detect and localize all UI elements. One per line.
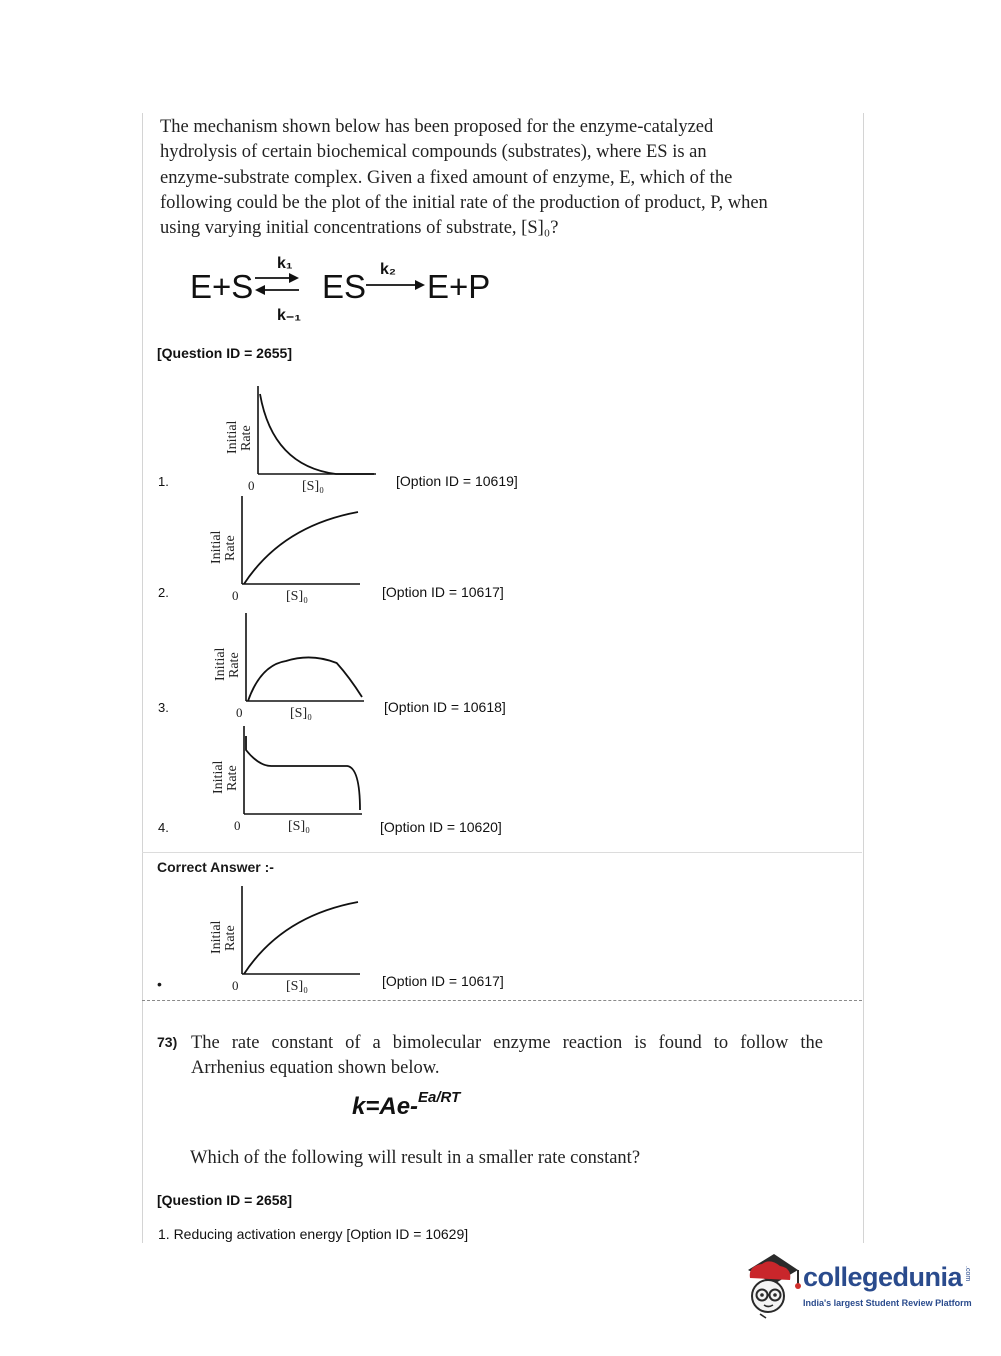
y-axis-label: [225, 420, 254, 454]
question-73-line: The rate constant of a bimolecular enzyme reaction is found to follow the: [191, 1033, 823, 1053]
origin-label: 0: [248, 478, 255, 493]
origin-label: 0: [232, 978, 239, 993]
rate-curve: [260, 394, 374, 474]
mech-k1-label: k₁: [277, 255, 293, 272]
y-label-rate: Rate: [225, 765, 240, 791]
option-id: [Option ID = 10619]: [396, 473, 518, 489]
option-graph[interactable]: [200, 496, 390, 611]
option-graph[interactable]: [222, 386, 412, 501]
question-id: [Question ID = 2655]: [157, 345, 292, 361]
question-73-id: [Question ID = 2658]: [157, 1192, 292, 1208]
option-id: [Option ID = 10620]: [380, 819, 502, 835]
y-label-rate: Rate: [227, 652, 242, 678]
y-label-initial: Initial: [225, 420, 240, 454]
dashed-divider: [142, 1000, 862, 1001]
equation-exponent: Ea/RT: [418, 1089, 461, 1106]
logo-tagline: India's largest Student Review Platform: [803, 1298, 972, 1308]
y-axis-label: [211, 760, 240, 794]
x-axis-label: [S]₀: [290, 706, 312, 721]
option-graph[interactable]: [202, 726, 392, 841]
rate-curve: [244, 512, 358, 584]
y-axis-label: [209, 530, 238, 564]
question-73-ask: Which of the following will result in a smaller rate constant?: [190, 1148, 641, 1168]
y-axis-label: [209, 920, 238, 954]
rate-curve: [246, 736, 360, 810]
question-line: The mechanism shown below has been proposed for the enzyme-catalyzed: [160, 117, 714, 137]
y-label-initial: Initial: [211, 760, 226, 794]
mech-kminus1-label: k₋₁: [277, 307, 301, 324]
question-line: using varying initial concentrations of substrate, [S]₀?: [160, 218, 559, 239]
rate-curve: [248, 657, 362, 701]
question-73-text: [191, 1031, 823, 1081]
mech-reactants: E+S: [190, 268, 254, 305]
mech-complex: ES: [322, 268, 367, 305]
origin-label: 0: [232, 588, 239, 603]
option-id: [Option ID = 10617]: [382, 584, 504, 600]
option-number: 3.: [158, 700, 169, 715]
question-number: 73): [157, 1034, 178, 1050]
origin-label: 0: [234, 818, 241, 833]
option-number: 1.: [158, 474, 169, 489]
question-73-line: Arrhenius equation shown below.: [191, 1058, 440, 1078]
y-label-initial: Initial: [209, 530, 224, 564]
y-label-initial: Initial: [213, 647, 228, 681]
divider: [142, 852, 862, 853]
x-axis-label: [S]₀: [286, 589, 308, 604]
y-label-rate: Rate: [239, 425, 254, 451]
question-line: enzyme-substrate complex. Given a fixed amount of enzyme, E, which of the: [160, 167, 733, 188]
forward-arrowhead: [289, 273, 299, 283]
reaction-mechanism: [185, 250, 515, 330]
correct-answer-graph: [200, 886, 390, 1001]
product-arrowhead: [415, 280, 425, 290]
origin-label: 0: [236, 705, 243, 720]
question-line: following could be the plot of the initial rate of the production of product, P, when: [160, 192, 768, 213]
question-73-option-1[interactable]: 1. Reducing activation energy [Option ID = 10629]: [158, 1226, 469, 1242]
option-number: 4.: [158, 820, 169, 835]
mech-products: E+P: [427, 268, 491, 305]
y-label-rate: Rate: [223, 535, 238, 561]
x-axis-label: [S]₀: [286, 979, 308, 994]
logo-suffix: .com: [964, 1266, 971, 1282]
y-label-initial: Initial: [209, 920, 224, 954]
x-axis-label: [S]₀: [288, 819, 310, 834]
mech-k2-label: k₂: [380, 261, 397, 278]
question-text: [160, 115, 800, 241]
option-id: [Option ID = 10618]: [384, 699, 506, 715]
question-line: hydrolysis of certain biochemical compounds (substrates), where ES is an: [160, 142, 707, 163]
reverse-arrowhead: [255, 285, 265, 295]
option-graph[interactable]: [206, 613, 396, 728]
bullet: •: [157, 976, 162, 992]
correct-option-id: [Option ID = 10617]: [382, 973, 504, 989]
collegedunia-logo: [740, 1248, 980, 1328]
rate-curve: [244, 902, 358, 974]
logo-wordmark: collegedunia: [803, 1262, 963, 1292]
option-number: 2.: [158, 585, 169, 600]
correct-answer-label: Correct Answer :-: [157, 859, 274, 875]
equation-base: k=Ae-: [352, 1093, 419, 1120]
y-label-rate: Rate: [223, 925, 238, 951]
mascot-icon: [740, 1248, 802, 1328]
y-axis-label: [213, 647, 242, 681]
arrhenius-equation: [352, 1089, 461, 1121]
x-axis-label: [S]₀: [302, 479, 324, 494]
